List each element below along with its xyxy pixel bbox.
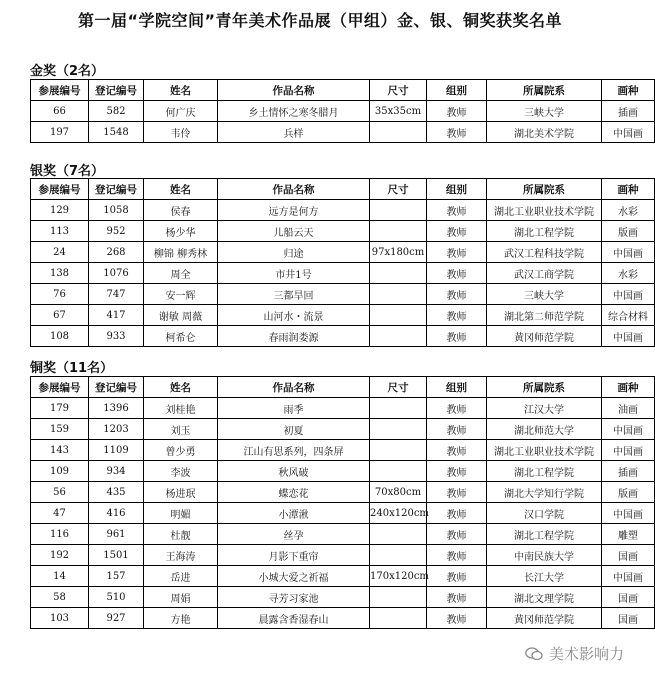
table-cell: 1396 (89, 398, 144, 419)
table-cell: 中国画 (602, 326, 655, 347)
table-cell: 杜靓 (144, 524, 218, 545)
column-header: 组别 (427, 377, 487, 398)
table-cell: 雕塑 (602, 524, 655, 545)
table-row (31, 326, 655, 347)
table-cell: 268 (89, 242, 144, 263)
column-header: 尺寸 (370, 377, 427, 398)
table-cell: 教师 (427, 398, 487, 419)
table-row (31, 305, 655, 326)
column-header: 所属院系 (487, 179, 602, 200)
table-cell: 油画 (602, 398, 655, 419)
table-cell: 曾少勇 (144, 440, 218, 461)
table-cell: 明媚 (144, 503, 218, 524)
column-header: 尺寸 (370, 80, 427, 101)
table-cell: 刘桂艳 (144, 398, 218, 419)
table-cell: 国画 (602, 545, 655, 566)
table-cell: 76 (31, 284, 89, 305)
table-cell: 湖北工业职业技术学院 (487, 440, 602, 461)
table-cell: 教师 (427, 122, 487, 143)
table-cell: 归途 (218, 242, 370, 263)
table-cell (370, 284, 427, 305)
table-cell: 长江大学 (487, 566, 602, 587)
table-cell: 寻芳习家池 (218, 587, 370, 608)
wechat-icon (525, 647, 543, 661)
column-header: 姓名 (144, 80, 218, 101)
table-cell: 三峡大学 (487, 101, 602, 122)
column-header: 作品名称 (218, 80, 370, 101)
table-cell: 教师 (427, 566, 487, 587)
table-row (31, 419, 655, 440)
table-cell (370, 440, 427, 461)
table-cell: 湖北大学知行学院 (487, 482, 602, 503)
table-cell: 510 (89, 587, 144, 608)
table-cell: 远方是何方 (218, 200, 370, 221)
table-cell: 黄冈师范学院 (487, 608, 602, 629)
table-cell: 岳进 (144, 566, 218, 587)
table-cell: 兵样 (218, 122, 370, 143)
table-cell: 108 (31, 326, 89, 347)
table-cell: 晨露含香湿春山 (218, 608, 370, 629)
table-row (31, 566, 655, 587)
table-cell: 教师 (427, 326, 487, 347)
column-header: 画种 (602, 80, 655, 101)
table-cell: 582 (89, 101, 144, 122)
table-cell: 汉口学院 (487, 503, 602, 524)
table-cell: 杨进珉 (144, 482, 218, 503)
table-cell: 961 (89, 524, 144, 545)
column-header: 所属院系 (487, 80, 602, 101)
table-cell: 教师 (427, 419, 487, 440)
silver-table (30, 178, 655, 347)
table-cell: 1548 (89, 122, 144, 143)
table-cell (370, 326, 427, 347)
table-row (31, 503, 655, 524)
column-header: 姓名 (144, 377, 218, 398)
table-cell: 416 (89, 503, 144, 524)
table-row (31, 608, 655, 629)
table-cell: 70x80cm (370, 482, 427, 503)
column-header: 参展编号 (31, 377, 89, 398)
column-header: 作品名称 (218, 179, 370, 200)
table-cell: 中南民族大学 (487, 545, 602, 566)
table-row (31, 122, 655, 143)
table-cell: 版画 (602, 221, 655, 242)
table-cell: 杨少华 (144, 221, 218, 242)
table-cell: 教师 (427, 242, 487, 263)
table-cell: 湖北美术学院 (487, 122, 602, 143)
table-cell: 综合材料 (602, 305, 655, 326)
table-cell: 197 (31, 122, 89, 143)
table-cell: 教师 (427, 440, 487, 461)
table-cell: 周全 (144, 263, 218, 284)
table-cell: 1109 (89, 440, 144, 461)
table-cell: 179 (31, 398, 89, 419)
table-cell: 67 (31, 305, 89, 326)
table-cell: 1203 (89, 419, 144, 440)
table-cell: 教师 (427, 545, 487, 566)
table-cell: 教师 (427, 221, 487, 242)
table-cell: 乡土情怀之寒冬腊月 (218, 101, 370, 122)
table-cell: 湖北工程学院 (487, 461, 602, 482)
table-cell: 丝孕 (218, 524, 370, 545)
table-row (31, 398, 655, 419)
table-cell: 中国画 (602, 122, 655, 143)
header-row (31, 179, 655, 200)
table-cell: 李波 (144, 461, 218, 482)
table-cell (370, 524, 427, 545)
table-cell: 1076 (89, 263, 144, 284)
table-cell: 192 (31, 545, 89, 566)
column-header: 登记编号 (89, 179, 144, 200)
table-cell: 水彩 (602, 263, 655, 284)
table-cell: 157 (89, 566, 144, 587)
column-header: 画种 (602, 179, 655, 200)
gold-section-title: 金奖（2名） (30, 64, 105, 79)
table-row (31, 524, 655, 545)
table-cell: 方艳 (144, 608, 218, 629)
table-cell: 春雨润娄源 (218, 326, 370, 347)
column-header: 登记编号 (89, 80, 144, 101)
table-cell (370, 398, 427, 419)
table-cell: 中国画 (602, 242, 655, 263)
table-cell: 教师 (427, 503, 487, 524)
table-cell (370, 461, 427, 482)
table-cell: 教师 (427, 587, 487, 608)
table-cell: 秋风破 (218, 461, 370, 482)
table-row (31, 482, 655, 503)
table-cell: 113 (31, 221, 89, 242)
table-cell: 中国画 (602, 503, 655, 524)
table-cell: 水彩 (602, 200, 655, 221)
table-cell: 小城大爱之祈福 (218, 566, 370, 587)
table-row (31, 221, 655, 242)
table-cell: 58 (31, 587, 89, 608)
table-cell: 中国画 (602, 284, 655, 305)
header-row (31, 80, 655, 101)
table-cell: 王海涛 (144, 545, 218, 566)
table-cell: 143 (31, 440, 89, 461)
table-cell: 1058 (89, 200, 144, 221)
table-row (31, 545, 655, 566)
table-cell: 湖北工业职业技术学院 (487, 200, 602, 221)
table-cell: 湖北文理学院 (487, 587, 602, 608)
table-row (31, 461, 655, 482)
table-cell: 三都旱回 (218, 284, 370, 305)
table-cell: 市井1号 (218, 263, 370, 284)
table-cell: 小潭湫 (218, 503, 370, 524)
table-cell: 江汉大学 (487, 398, 602, 419)
table-cell: 中国画 (602, 566, 655, 587)
table-cell: 934 (89, 461, 144, 482)
bronze-section-title: 铜奖（11名） (30, 361, 114, 376)
table-cell: 129 (31, 200, 89, 221)
silver-section-title: 银奖（7名） (30, 164, 105, 179)
table-cell: 黄冈师范学院 (487, 326, 602, 347)
table-cell: 教师 (427, 524, 487, 545)
table-cell (370, 419, 427, 440)
table-cell: 教师 (427, 608, 487, 629)
table-cell: 435 (89, 482, 144, 503)
table-cell: 417 (89, 305, 144, 326)
table-cell: 教师 (427, 482, 487, 503)
table-cell: 教师 (427, 263, 487, 284)
column-header: 组别 (427, 80, 487, 101)
column-header: 登记编号 (89, 377, 144, 398)
table-cell: 武汉工商学院 (487, 263, 602, 284)
table-cell: 教师 (427, 305, 487, 326)
column-header: 组别 (427, 179, 487, 200)
watermark-text: 美术影响力 (548, 645, 624, 663)
table-cell: 教师 (427, 461, 487, 482)
table-cell: 24 (31, 242, 89, 263)
column-header: 参展编号 (31, 80, 89, 101)
table-cell: 武汉工程科技学院 (487, 242, 602, 263)
watermark (525, 643, 624, 664)
table-cell: 国画 (602, 608, 655, 629)
table-cell: 109 (31, 461, 89, 482)
table-cell: 周娟 (144, 587, 218, 608)
table-row (31, 587, 655, 608)
header-row (31, 377, 655, 398)
table-cell (370, 122, 427, 143)
column-header: 尺寸 (370, 179, 427, 200)
table-cell: 刘玉 (144, 419, 218, 440)
table-cell: 927 (89, 608, 144, 629)
table-cell: 952 (89, 221, 144, 242)
table-cell: 湖北工程学院 (487, 221, 602, 242)
column-header: 参展编号 (31, 179, 89, 200)
table-cell (370, 221, 427, 242)
table-cell: 三峡大学 (487, 284, 602, 305)
table-row (31, 200, 655, 221)
table-cell (370, 587, 427, 608)
table-cell: 安一辉 (144, 284, 218, 305)
table-cell: 初夏 (218, 419, 370, 440)
table-cell: 湖北第二师范学院 (487, 305, 602, 326)
table-cell: 1501 (89, 545, 144, 566)
table-cell: 韦伶 (144, 122, 218, 143)
table-cell: 103 (31, 608, 89, 629)
table-cell: 66 (31, 101, 89, 122)
table-cell: 湖北工程学院 (487, 524, 602, 545)
table-cell: 159 (31, 419, 89, 440)
table-cell: 47 (31, 503, 89, 524)
table-cell: 中国画 (602, 440, 655, 461)
table-row (31, 284, 655, 305)
table-cell (370, 200, 427, 221)
table-cell (370, 608, 427, 629)
table-cell: 14 (31, 566, 89, 587)
table-cell: 湖北师范大学 (487, 419, 602, 440)
table-cell (370, 545, 427, 566)
table-cell: 240x120cm (370, 503, 427, 524)
table-row (31, 101, 655, 122)
table-cell: 116 (31, 524, 89, 545)
table-row (31, 440, 655, 461)
table-cell: 何广庆 (144, 101, 218, 122)
table-cell: 国画 (602, 587, 655, 608)
table-cell: 版画 (602, 482, 655, 503)
table-cell (370, 263, 427, 284)
table-cell: 教师 (427, 284, 487, 305)
gold-table (30, 79, 655, 143)
table-cell: 月影下重帘 (218, 545, 370, 566)
table-cell: 747 (89, 284, 144, 305)
table-row (31, 263, 655, 284)
table-cell: 侯春 (144, 200, 218, 221)
table-cell: 儿船云天 (218, 221, 370, 242)
bronze-table (30, 376, 655, 629)
table-cell: 933 (89, 326, 144, 347)
table-cell: 柯希仑 (144, 326, 218, 347)
table-cell: 35x35cm (370, 101, 427, 122)
column-header: 作品名称 (218, 377, 370, 398)
table-cell: 插画 (602, 101, 655, 122)
table-cell: 柳锦 柳秀林 (144, 242, 218, 263)
table-cell: 蝶恋花 (218, 482, 370, 503)
table-cell: 中国画 (602, 419, 655, 440)
column-header: 画种 (602, 377, 655, 398)
table-cell: 山河水・流景 (218, 305, 370, 326)
table-cell: 教师 (427, 200, 487, 221)
table-cell: 谢敏 周薇 (144, 305, 218, 326)
table-cell: 56 (31, 482, 89, 503)
page-title: 第一届“学院空间”青年美术作品展（甲组）金、银、铜奖获奖名单 (77, 11, 563, 30)
table-cell: 插画 (602, 461, 655, 482)
table-cell (370, 305, 427, 326)
column-header: 姓名 (144, 179, 218, 200)
table-cell: 雨季 (218, 398, 370, 419)
table-cell: 教师 (427, 101, 487, 122)
table-row (31, 242, 655, 263)
table-cell: 170x120cm (370, 566, 427, 587)
column-header: 所属院系 (487, 377, 602, 398)
table-cell: 97x180cm (370, 242, 427, 263)
table-cell: 江山有思系列，四条屏 (218, 440, 370, 461)
table-cell: 138 (31, 263, 89, 284)
